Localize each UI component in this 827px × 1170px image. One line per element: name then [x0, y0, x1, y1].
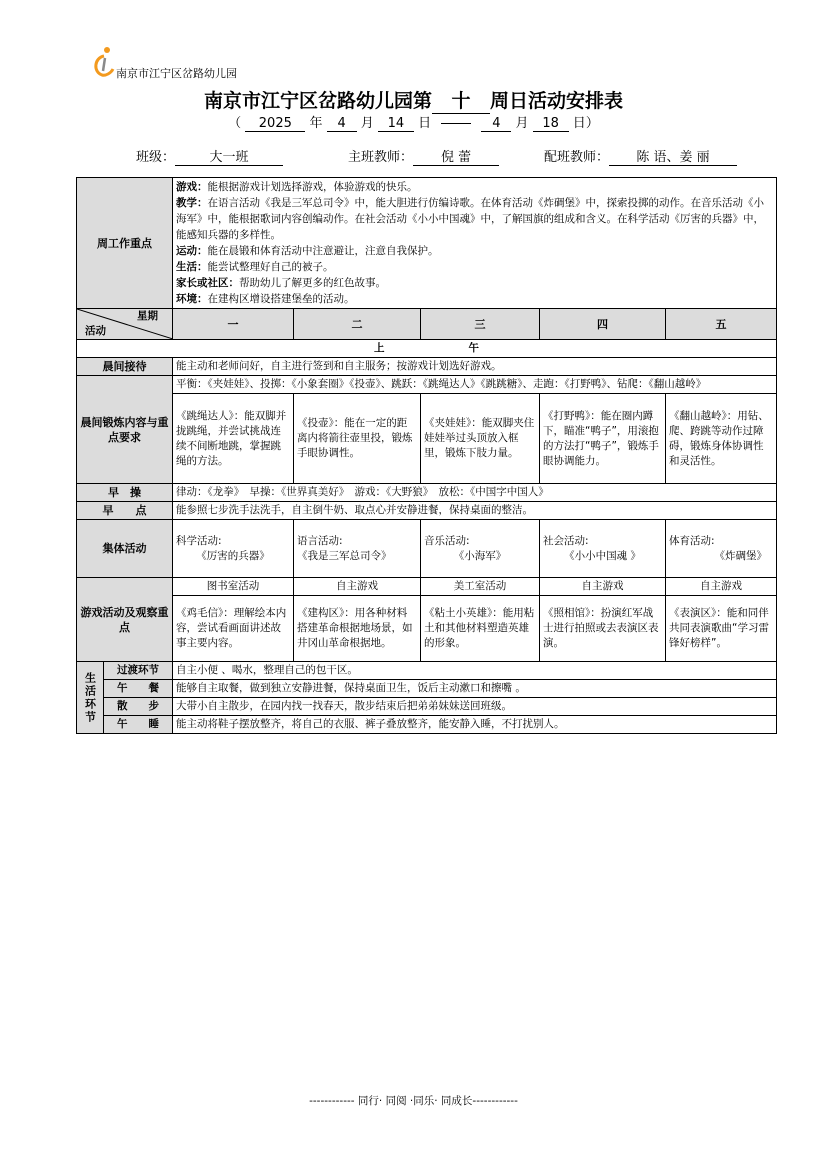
group-type: 体育活动:	[669, 534, 715, 547]
group-name: 《小海军》	[453, 549, 507, 562]
morning-exercise-row	[77, 484, 777, 502]
teacher-value: 倪 蕾	[413, 146, 499, 166]
focus-value: 能尝试整理好自己的被子。	[207, 261, 334, 273]
group-fri	[666, 520, 777, 578]
games-header-thu: 自主游戏	[540, 578, 666, 596]
group-type: 语言活动:	[297, 534, 343, 547]
life-nap-text: 能主动将鞋子摆放整齐，将自己的衣服、裤子叠放整齐，能安静入睡，不打扰别人。	[173, 716, 777, 734]
focus-value: 能在晨锻和体育活动中注意避让，注意自我保护。	[207, 245, 439, 257]
life-transition-label: 过渡环节	[104, 662, 173, 680]
exercise-label: 晨间锻炼内容与重点要求	[77, 376, 173, 484]
weekday-fri: 五	[666, 309, 777, 340]
games-thu: 《照相馆》：扮演红军战士进行拍照或去表演区表演。	[540, 596, 666, 662]
breakfast-label: 早 点	[77, 502, 173, 520]
group-type: 科学活动:	[176, 534, 222, 547]
assistant-label: 配班教师：	[544, 150, 610, 165]
group-thu	[540, 520, 666, 578]
day-label-2: 日	[572, 116, 586, 131]
morning-exercise-label: 早 操	[77, 484, 173, 502]
weekday-header-row	[77, 309, 777, 340]
school-logo-icon	[92, 46, 116, 78]
schedule-table	[76, 177, 777, 734]
focus-key: 家长或社区：	[176, 277, 239, 289]
focus-key: 生活：	[176, 261, 208, 273]
breakfast-row	[77, 502, 777, 520]
group-name: 《我是三军总司令》	[297, 549, 392, 562]
month-label: 月	[360, 116, 374, 131]
group-mon	[173, 520, 294, 578]
morning-divider-row	[77, 340, 777, 358]
focus-key: 环境：	[176, 293, 208, 305]
page-title	[0, 86, 827, 114]
group-name: 《炸碉堡》	[714, 549, 768, 562]
life-transition-text: 自主小便 、喝水，整理自己的包干区。	[173, 662, 777, 680]
exercise-days-row	[77, 394, 777, 484]
games-mon: 《鸡毛信》：理解绘本内容，尝试看画面讲述故事主要内容。	[173, 596, 294, 662]
group-activity-label: 集体活动	[77, 520, 173, 578]
date-dash	[441, 123, 471, 124]
morning-label: 上 午	[77, 340, 777, 358]
weekly-focus-content	[173, 178, 777, 309]
focus-value: 能根据游戏计划选择游戏，体验游戏的快乐。	[207, 181, 418, 193]
start-year: 2025	[245, 116, 305, 132]
games-fri: 《表演区》：能和同伴共同表演歌曲“学习雷锋好榜样”。	[666, 596, 777, 662]
life-lunch-label: 午 餐	[104, 680, 173, 698]
games-content-row	[77, 596, 777, 662]
corner-activity-label: 活动	[85, 325, 106, 337]
corner-weekday-label: 星期	[137, 310, 158, 322]
focus-item-environment	[176, 291, 773, 307]
class-value: 大一班	[175, 146, 283, 166]
page-footer: ------------ 同行· 同阅 ·同乐· 同成长------------	[309, 1095, 518, 1107]
games-header-mon: 图书室活动	[173, 578, 294, 596]
life-label: 生活环节	[77, 662, 104, 734]
title-prefix: 南京市江宁区岔路幼儿园第	[203, 90, 432, 112]
weekday-mon: 一	[173, 309, 294, 340]
focus-item-game	[176, 179, 773, 195]
exercise-wed: 《夹娃娃》：能双脚夹住娃娃举过头顶放入框里，锻炼下肢力量。	[421, 394, 540, 484]
games-header-tue: 自主游戏	[294, 578, 421, 596]
morning-exercise-text: 律动：《龙拳》 早操：《世界真美好》 游戏：《大野狼》 放松：《中国字中国人》	[173, 484, 777, 502]
logo-text: 南京市江宁区岔路幼儿园	[116, 67, 237, 80]
group-wed	[421, 520, 540, 578]
exercise-tue: 《投壶》：能在一定的距离内将箭往壶里投，锻炼手眼协调性。	[294, 394, 421, 484]
month-label-2: 月	[515, 116, 529, 131]
weekly-focus-row	[77, 178, 777, 309]
weekday-corner-cell	[77, 309, 173, 340]
assistant-field	[544, 146, 737, 166]
games-header-wed: 美工室活动	[421, 578, 540, 596]
life-walk-label: 散 步	[104, 698, 173, 716]
exercise-mon: 《跳绳达人》：能双脚并拢跳绳，并尝试挑战连续不间断地跳，掌握跳绳的方法。	[173, 394, 294, 484]
reception-row	[77, 358, 777, 376]
breakfast-text: 能参照七步洗手法洗手，自主倒牛奶、取点心并安静进餐，保持桌面的整洁。	[173, 502, 777, 520]
focus-value: 帮助幼儿了解更多的红色故事。	[239, 277, 386, 289]
focus-item-sport	[176, 243, 773, 259]
teacher-label: 主班教师：	[348, 150, 414, 165]
life-walk-text: 大带小自主散步，在园内找一找春天，散步结束后把弟弟妹妹送回班级。	[173, 698, 777, 716]
day-label: 日	[418, 116, 432, 131]
reception-label: 晨间接待	[77, 358, 173, 376]
focus-value: 在语言活动《我是三军总司令》中，能大胆进行仿编诗歌。在体育活动《炸碉堡》中，探索投掷的动作。在音乐活动《小海军》中，能根据歌词内容创编动作。在社会活动《小小中国魂》中，了解国旗的组成和含义。在科学活动《厉害的兵器》中，能感知兵器的多样性。	[176, 197, 764, 241]
start-day: 14	[378, 116, 414, 132]
class-field	[136, 146, 283, 166]
exercise-summary: 平衡：《夹娃娃》、投掷：《小象套圈》《投壶》、跳跃：《跳绳达人》《跳跳糖》、走跑：《打野鸭》、钻爬：《翻山越岭》	[173, 376, 777, 394]
games-header-row	[77, 578, 777, 596]
group-type: 社会活动:	[543, 534, 589, 547]
date-range	[0, 112, 827, 132]
life-nap-label: 午 睡	[104, 716, 173, 734]
life-lunch-row	[77, 680, 777, 698]
title-suffix: 周日活动安排表	[490, 90, 624, 112]
group-activity-row	[77, 520, 777, 578]
games-wed: 《粘土小英雄》：能用粘土和其他材料塑造英雄的形象。	[421, 596, 540, 662]
weekly-focus-label: 周工作重点	[77, 178, 173, 309]
weekday-thu: 四	[540, 309, 666, 340]
games-header-fri: 自主游戏	[666, 578, 777, 596]
class-label: 班级：	[136, 150, 176, 165]
group-tue	[294, 520, 421, 578]
games-tue: 《建构区》：用各种材料搭建革命根据地场景，如井冈山革命根据地。	[294, 596, 421, 662]
group-type: 音乐活动:	[424, 534, 470, 547]
focus-key: 运动：	[176, 245, 208, 257]
end-day: 18	[533, 116, 569, 132]
life-walk-row	[77, 698, 777, 716]
teacher-field	[348, 146, 499, 166]
date-open: （	[228, 116, 242, 131]
life-lunch-text: 能够自主取餐，做到独立安静进餐，保持桌面卫生，饭后主动漱口和擦嘴 。	[173, 680, 777, 698]
focus-value: 在建构区增设搭建堡垒的活动。	[207, 293, 355, 305]
focus-item-family	[176, 275, 773, 291]
focus-item-life	[176, 259, 773, 275]
assistant-value: 陈 语、姜 丽	[609, 146, 737, 166]
focus-item-teaching	[176, 195, 773, 243]
group-name: 《厉害的兵器》	[196, 549, 270, 562]
weekday-tue: 二	[294, 309, 421, 340]
end-month: 4	[481, 116, 511, 132]
start-month: 4	[327, 116, 357, 132]
life-nap-row	[77, 716, 777, 734]
year-label: 年	[309, 116, 323, 131]
weekday-wed: 三	[421, 309, 540, 340]
reception-text: 能主动和老师问好，自主进行签到和自主服务；按游戏计划选好游戏。	[173, 358, 777, 376]
focus-key: 教学：	[176, 197, 208, 209]
group-name: 《小小中国魂 》	[564, 549, 641, 562]
life-transition-row	[77, 662, 777, 680]
exercise-summary-row	[77, 376, 777, 394]
week-number: 十	[432, 86, 490, 114]
focus-key: 游戏：	[176, 181, 208, 193]
date-close: ）	[585, 116, 599, 131]
exercise-thu: 《打野鸭》：能在圈内蹲下，瞄准“鸭子”，用滚抱的方法打“鸭子”，锻炼手眼协调能力。	[540, 394, 666, 484]
exercise-fri: 《翻山越岭》：用钻、爬、跨跳等动作过障碍，锻炼身体协调性和灵活性。	[666, 394, 777, 484]
games-label: 游戏活动及观察重点	[77, 578, 173, 662]
